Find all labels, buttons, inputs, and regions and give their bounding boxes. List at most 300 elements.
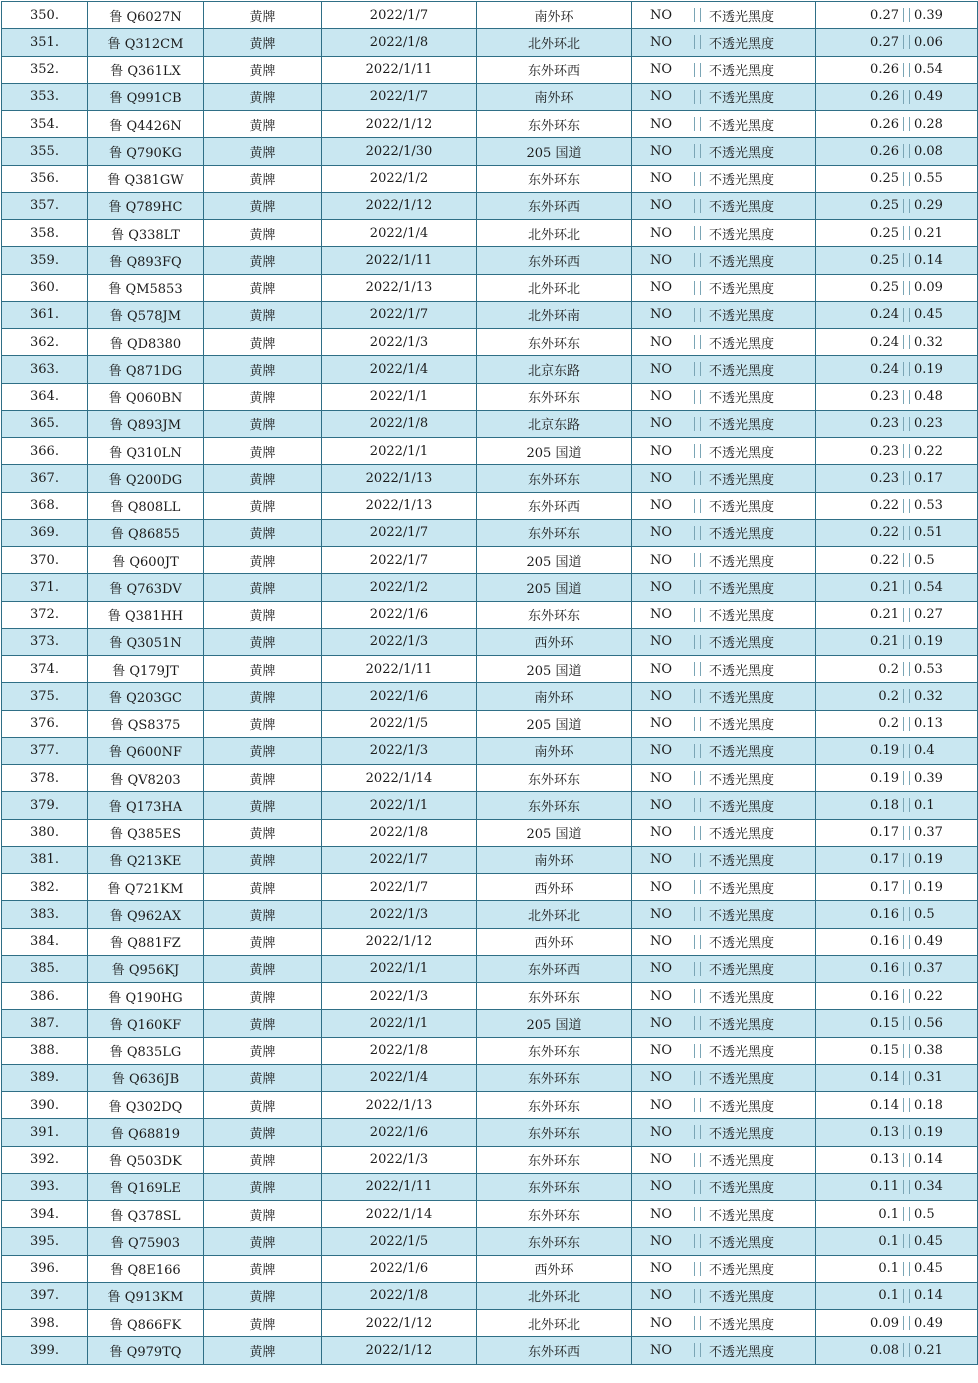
plate-number: 鲁 Q381HH: [107, 609, 184, 625]
table-body: [2, 2, 978, 1365]
result-flag: NO: [649, 171, 673, 187]
road-cell: [477, 1037, 632, 1064]
table-row: [2, 547, 978, 574]
plate-cell: [88, 983, 204, 1010]
cell-divider: [694, 662, 701, 676]
result-flag: NO: [649, 307, 673, 323]
result-cell: [632, 301, 816, 328]
plate-color-cell: [204, 874, 322, 901]
test-type: 不透光黑度: [709, 609, 775, 625]
road: 东外环东: [527, 1045, 580, 1061]
result-flag: NO: [649, 1152, 673, 1168]
date: 2022/1/30: [365, 143, 433, 159]
date-cell: [322, 547, 477, 574]
date-cell: [322, 83, 477, 110]
plate-color: 黄牌: [249, 200, 276, 216]
date-cell: [322, 1092, 477, 1119]
result-flag: NO: [649, 1070, 673, 1086]
date-cell: [322, 492, 477, 519]
value-2: 0.1: [914, 797, 935, 813]
road-cell: [477, 1146, 632, 1173]
date-cell: [322, 1119, 477, 1146]
date: 2022/1/7: [369, 307, 429, 323]
plate-color: 黄牌: [249, 799, 276, 815]
table-row: [2, 1310, 978, 1337]
result-cell: [632, 710, 816, 737]
test-type: 不透光黑度: [709, 881, 775, 897]
row-number-cell: [2, 1255, 88, 1282]
date-cell: [322, 2, 477, 29]
cell-divider: [694, 390, 701, 404]
plate-color-cell: [204, 383, 322, 410]
plate-cell: [88, 83, 204, 110]
row-number-cell: [2, 1146, 88, 1173]
row-number-cell: [2, 1173, 88, 1200]
plate-cell: [88, 220, 204, 247]
result-flag: NO: [649, 825, 673, 841]
plate-number: 鲁 Q361LX: [110, 64, 181, 80]
cell-divider: [903, 580, 910, 594]
plate-cell: [88, 438, 204, 465]
road: 东外环西: [527, 200, 580, 216]
row-number-cell: [2, 29, 88, 56]
value-2: 0.49: [914, 89, 943, 105]
table-row: [2, 410, 978, 437]
value-1: 0.19: [870, 770, 899, 786]
cell-divider: [903, 553, 910, 567]
plate-number: 鲁 Q8E166: [110, 1263, 181, 1279]
plate-color: 黄牌: [249, 418, 276, 434]
cell-divider: [903, 935, 910, 949]
result-cell: [632, 1310, 816, 1337]
values-cell: [816, 1201, 978, 1228]
value-1: 0.21: [870, 634, 899, 650]
date-cell: [322, 410, 477, 437]
row-number-cell: [2, 56, 88, 83]
date-cell: [322, 710, 477, 737]
value-1: 0.26: [870, 89, 899, 105]
road-cell: [477, 1064, 632, 1091]
cell-divider: [903, 826, 910, 840]
plate-cell: [88, 1119, 204, 1146]
plate-color-cell: [204, 846, 322, 873]
date-cell: [322, 656, 477, 683]
plate-cell: [88, 1010, 204, 1037]
value-2: 0.08: [914, 143, 943, 159]
row-number: 353.: [30, 89, 59, 105]
result-cell: [632, 2, 816, 29]
cell-divider: [694, 989, 701, 1003]
value-1: 0.19: [870, 743, 899, 759]
values-cell: [816, 1310, 978, 1337]
road-cell: [477, 710, 632, 737]
cell-divider: [903, 417, 910, 431]
date-cell: [322, 792, 477, 819]
row-number: 358.: [30, 225, 59, 241]
row-number-cell: [2, 765, 88, 792]
test-type: 不透光黑度: [709, 799, 775, 815]
plate-cell: [88, 955, 204, 982]
plate-color: 黄牌: [249, 1154, 276, 1170]
plate-color: 黄牌: [249, 309, 276, 325]
plate-color-cell: [204, 983, 322, 1010]
row-number-cell: [2, 574, 88, 601]
test-type: 不透光黑度: [709, 9, 775, 25]
cell-divider: [694, 1343, 701, 1357]
plate-color: 黄牌: [249, 1235, 276, 1251]
plate-cell: [88, 301, 204, 328]
test-type: 不透光黑度: [709, 1208, 775, 1224]
road-cell: [477, 683, 632, 710]
row-number: 375.: [30, 688, 59, 704]
table-row: [2, 247, 978, 274]
road-cell: [477, 1255, 632, 1282]
plate-color: 黄牌: [249, 472, 276, 488]
plate-number: 鲁 Q871DG: [108, 363, 183, 379]
date: 2022/1/7: [369, 552, 429, 568]
result-cell: [632, 192, 816, 219]
value-1: 0.14: [870, 1070, 899, 1086]
cell-divider: [694, 362, 701, 376]
test-type: 不透光黑度: [709, 990, 775, 1006]
table-row: [2, 220, 978, 247]
result-flag: NO: [649, 716, 673, 732]
table-row: [2, 601, 978, 628]
table-row: [2, 165, 978, 192]
plate-color-cell: [204, 1228, 322, 1255]
cell-divider: [694, 1044, 701, 1058]
result-cell: [632, 1146, 816, 1173]
plate-color: 黄牌: [249, 118, 276, 134]
road-cell: [477, 547, 632, 574]
date-cell: [322, 274, 477, 301]
plate-color: 黄牌: [249, 500, 276, 516]
row-number-cell: [2, 492, 88, 519]
test-type: 不透光黑度: [709, 908, 775, 924]
result-flag: NO: [649, 389, 673, 405]
plate-color: 黄牌: [249, 1290, 276, 1306]
table-row: [2, 29, 978, 56]
result-flag: NO: [649, 1179, 673, 1195]
date: 2022/1/6: [369, 607, 429, 623]
cell-divider: [694, 771, 701, 785]
row-number: 379.: [30, 797, 59, 813]
plate-color-cell: [204, 438, 322, 465]
cell-divider: [694, 935, 701, 949]
cell-divider: [694, 1234, 701, 1248]
cell-divider: [694, 526, 701, 540]
date: 2022/1/7: [369, 852, 429, 868]
row-number: 395.: [30, 1233, 59, 1249]
cell-divider: [694, 689, 701, 703]
plate-color-cell: [204, 329, 322, 356]
date-cell: [322, 29, 477, 56]
table-row: [2, 1337, 978, 1364]
date-cell: [322, 955, 477, 982]
cell-divider: [903, 1016, 910, 1030]
value-1: 0.26: [870, 62, 899, 78]
date: 2022/1/7: [369, 89, 429, 105]
test-type: 不透光黑度: [709, 1290, 775, 1306]
result-flag: NO: [649, 143, 673, 159]
table-row: [2, 1092, 978, 1119]
result-cell: [632, 1173, 816, 1200]
date: 2022/1/8: [369, 416, 429, 432]
result-flag: NO: [649, 1315, 673, 1331]
date: 2022/1/12: [365, 198, 433, 214]
value-1: 0.15: [870, 1043, 899, 1059]
value-2: 0.14: [914, 252, 943, 268]
plate-color: 黄牌: [249, 391, 276, 407]
cell-divider: [903, 226, 910, 240]
value-1: 0.24: [870, 361, 899, 377]
date: 2022/1/12: [365, 116, 433, 132]
result-flag: NO: [649, 361, 673, 377]
plate-number: 鲁 Q385ES: [110, 827, 181, 843]
value-1: 0.25: [870, 225, 899, 241]
plate-cell: [88, 192, 204, 219]
value-1: 0.23: [870, 470, 899, 486]
table-row: [2, 1201, 978, 1228]
values-cell: [816, 656, 978, 683]
result-cell: [632, 410, 816, 437]
cell-divider: [903, 1125, 910, 1139]
plate-number: 鲁 Q881FZ: [110, 936, 181, 952]
test-type: 不透光黑度: [709, 282, 775, 298]
values-cell: [816, 1255, 978, 1282]
test-type: 不透光黑度: [709, 472, 775, 488]
table-row: [2, 983, 978, 1010]
road: 南外环: [534, 745, 574, 761]
result-flag: NO: [649, 225, 673, 241]
plate-cell: [88, 846, 204, 873]
result-flag: NO: [649, 797, 673, 813]
date-cell: [322, 138, 477, 165]
road: 205 国道: [526, 554, 582, 570]
road-cell: [477, 383, 632, 410]
plate-cell: [88, 1282, 204, 1309]
result-flag: NO: [649, 443, 673, 459]
value-2: 0.06: [914, 34, 943, 50]
plate-cell: [88, 1092, 204, 1119]
table-row: [2, 819, 978, 846]
values-cell: [816, 301, 978, 328]
date-cell: [322, 165, 477, 192]
result-cell: [632, 1010, 816, 1037]
value-1: 0.1: [878, 1233, 899, 1249]
value-2: 0.19: [914, 634, 943, 650]
date-cell: [322, 1282, 477, 1309]
road-cell: [477, 983, 632, 1010]
value-1: 0.26: [870, 116, 899, 132]
plate-number: 鲁 Q190HG: [108, 990, 183, 1006]
date: 2022/1/1: [369, 797, 429, 813]
table-row: [2, 1064, 978, 1091]
road-cell: [477, 301, 632, 328]
test-type: 不透光黑度: [709, 118, 775, 134]
road-cell: [477, 165, 632, 192]
value-1: 0.25: [870, 198, 899, 214]
date: 2022/1/7: [369, 879, 429, 895]
value-1: 0.17: [870, 825, 899, 841]
plate-color: 黄牌: [249, 173, 276, 189]
cell-divider: [694, 226, 701, 240]
cell-divider: [694, 717, 701, 731]
cell-divider: [694, 335, 701, 349]
plate-color-cell: [204, 1037, 322, 1064]
plate-color-cell: [204, 1092, 322, 1119]
plate-color-cell: [204, 1337, 322, 1364]
plate-cell: [88, 765, 204, 792]
road-cell: [477, 138, 632, 165]
row-number-cell: [2, 220, 88, 247]
result-flag: NO: [649, 743, 673, 759]
result-flag: NO: [649, 934, 673, 950]
test-type: 不透光黑度: [709, 1344, 775, 1360]
values-cell: [816, 383, 978, 410]
row-number: 368.: [30, 498, 59, 514]
plate-color: 黄牌: [249, 1017, 276, 1033]
plate-color: 黄牌: [249, 636, 276, 652]
result-cell: [632, 274, 816, 301]
plate-color: 黄牌: [249, 963, 276, 979]
cell-divider: [903, 1071, 910, 1085]
value-2: 0.53: [914, 498, 943, 514]
road-cell: [477, 438, 632, 465]
values-cell: [816, 56, 978, 83]
result-flag: NO: [649, 1097, 673, 1113]
test-type: 不透光黑度: [709, 1099, 775, 1115]
plate-cell: [88, 29, 204, 56]
plate-color: 黄牌: [249, 336, 276, 352]
road: 东外环西: [527, 500, 580, 516]
plate-cell: [88, 1173, 204, 1200]
road: 北外环北: [527, 908, 580, 924]
row-number: 361.: [30, 307, 59, 323]
value-2: 0.45: [914, 307, 943, 323]
date: 2022/1/3: [369, 634, 429, 650]
plate-color: 黄牌: [249, 145, 276, 161]
plate-color-cell: [204, 928, 322, 955]
plate-cell: [88, 247, 204, 274]
road-cell: [477, 1119, 632, 1146]
value-1: 0.2: [878, 661, 899, 677]
road: 205 国道: [526, 718, 582, 734]
road: 东外环东: [527, 1208, 580, 1224]
road-cell: [477, 83, 632, 110]
date: 2022/1/1: [369, 1015, 429, 1031]
result-flag: NO: [649, 1043, 673, 1059]
result-cell: [632, 846, 816, 873]
table-row: [2, 138, 978, 165]
values-cell: [816, 329, 978, 356]
plate-color: 黄牌: [249, 908, 276, 924]
row-number: 378.: [30, 770, 59, 786]
row-number-cell: [2, 737, 88, 764]
value-1: 0.27: [870, 7, 899, 23]
date-cell: [322, 192, 477, 219]
road: 东外环东: [527, 609, 580, 625]
values-cell: [816, 2, 978, 29]
cell-divider: [903, 1316, 910, 1330]
value-1: 0.09: [870, 1315, 899, 1331]
row-number: 360.: [30, 280, 59, 296]
plate-cell: [88, 547, 204, 574]
road-cell: [477, 356, 632, 383]
result-cell: [632, 519, 816, 546]
date-cell: [322, 329, 477, 356]
table-row: [2, 955, 978, 982]
row-number-cell: [2, 683, 88, 710]
table-row: [2, 710, 978, 737]
cell-divider: [694, 499, 701, 513]
row-number-cell: [2, 192, 88, 219]
value-1: 0.2: [878, 716, 899, 732]
plate-color: 黄牌: [249, 527, 276, 543]
cell-divider: [903, 635, 910, 649]
result-flag: NO: [649, 89, 673, 105]
plate-color-cell: [204, 765, 322, 792]
road: 东外环东: [527, 1235, 580, 1251]
date: 2022/1/3: [369, 334, 429, 350]
plate-color-cell: [204, 301, 322, 328]
date: 2022/1/4: [369, 225, 429, 241]
table-row: [2, 846, 978, 873]
test-type: 不透光黑度: [709, 336, 775, 352]
cell-divider: [903, 199, 910, 213]
cell-divider: [694, 608, 701, 622]
row-number-cell: [2, 792, 88, 819]
value-2: 0.49: [914, 934, 943, 950]
result-flag: NO: [649, 116, 673, 132]
plate-cell: [88, 356, 204, 383]
row-number: 398.: [30, 1315, 59, 1331]
test-type: 不透光黑度: [709, 418, 775, 434]
row-number-cell: [2, 656, 88, 683]
date: 2022/1/11: [365, 1179, 433, 1195]
row-number-cell: [2, 547, 88, 574]
table-row: [2, 628, 978, 655]
date-cell: [322, 1228, 477, 1255]
plate-number: 鲁 Q503DK: [109, 1154, 182, 1170]
table-row: [2, 438, 978, 465]
values-cell: [816, 765, 978, 792]
value-1: 0.25: [870, 280, 899, 296]
cell-divider: [694, 417, 701, 431]
plate-number: 鲁 Q86855: [110, 527, 181, 543]
plate-color-cell: [204, 29, 322, 56]
table-row: [2, 492, 978, 519]
result-flag: NO: [649, 1261, 673, 1277]
table-row: [2, 901, 978, 928]
row-number: 371.: [30, 579, 59, 595]
value-2: 0.5: [914, 1206, 935, 1222]
value-2: 0.14: [914, 1288, 943, 1304]
plate-number: 鲁 Q173HA: [108, 799, 183, 815]
test-type: 不透光黑度: [709, 636, 775, 652]
cell-divider: [694, 90, 701, 104]
cell-divider: [903, 35, 910, 49]
cell-divider: [903, 1180, 910, 1194]
plate-cell: [88, 383, 204, 410]
test-type: 不透光黑度: [709, 690, 775, 706]
result-cell: [632, 29, 816, 56]
values-cell: [816, 1146, 978, 1173]
cell-divider: [694, 1153, 701, 1167]
table-row: [2, 737, 978, 764]
cell-divider: [694, 826, 701, 840]
test-type: 不透光黑度: [709, 1263, 775, 1279]
